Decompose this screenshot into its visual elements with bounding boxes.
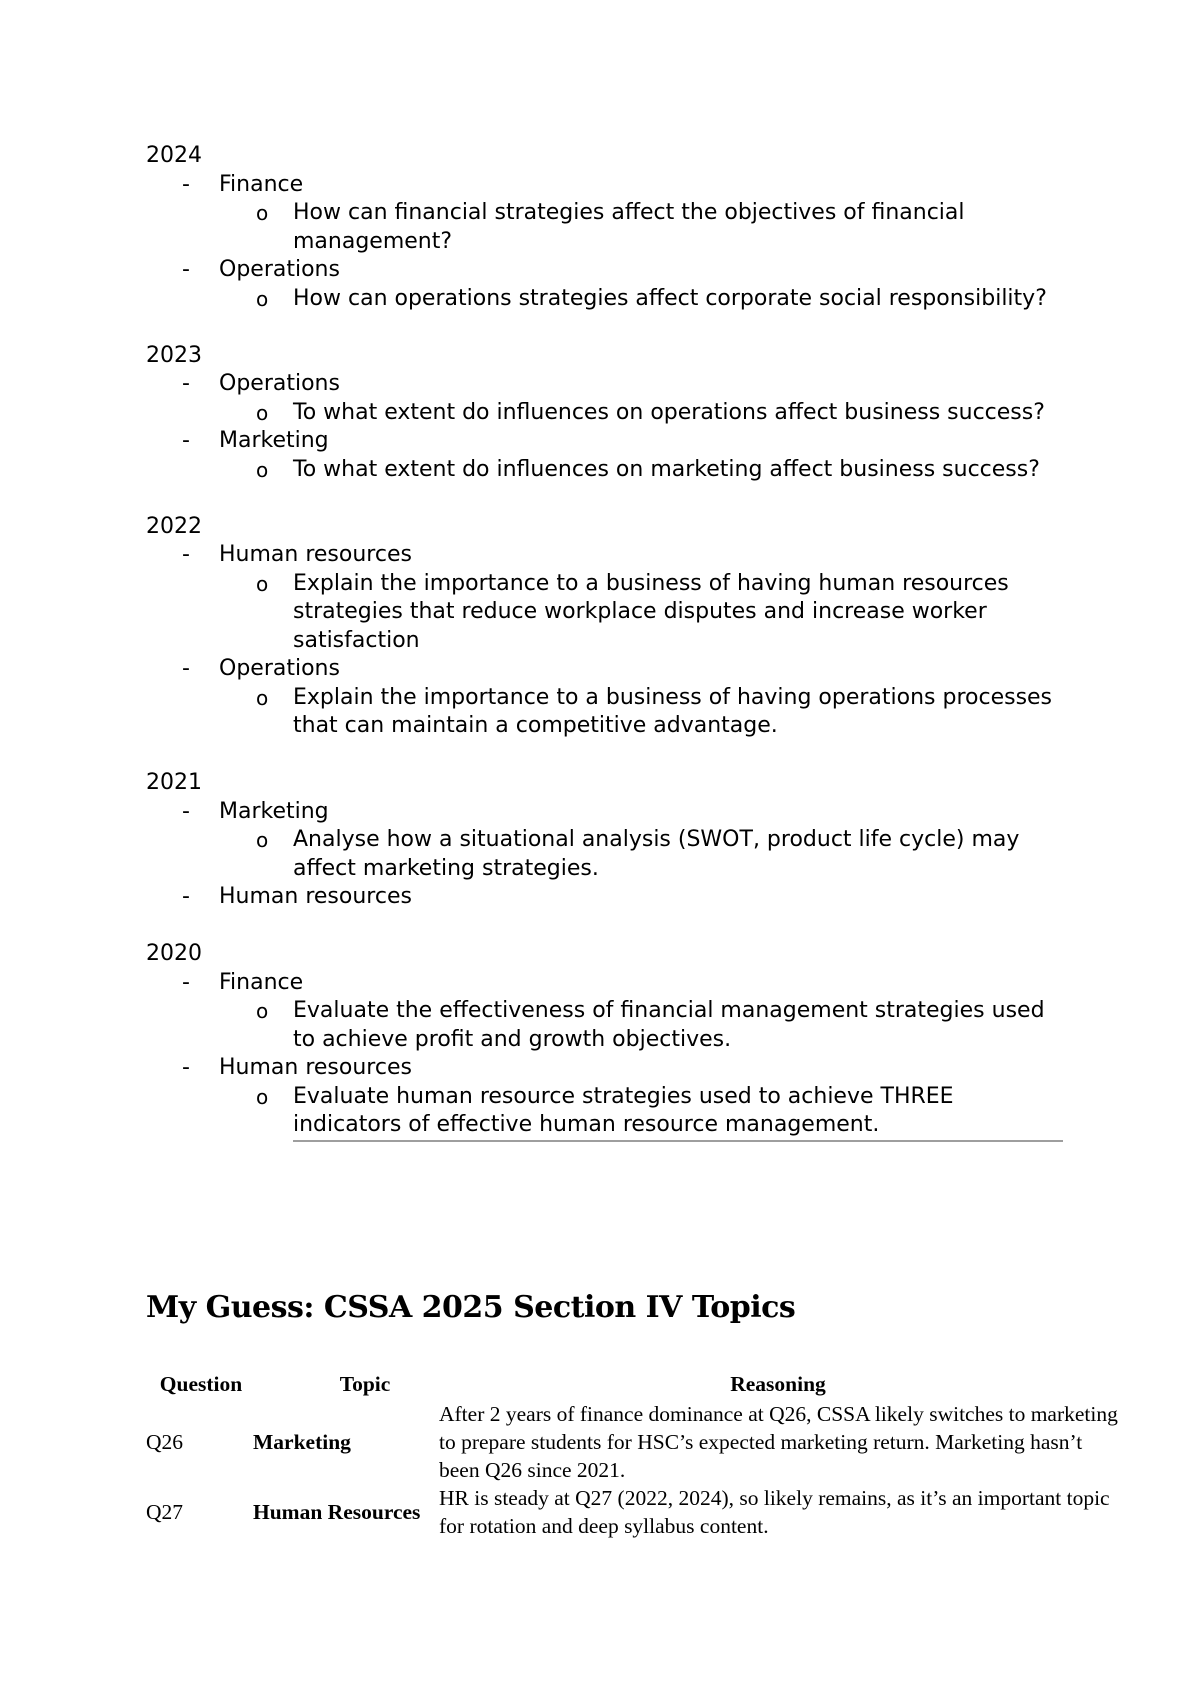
- year-block: [146, 142, 1066, 313]
- year-heading: 2022: [146, 513, 202, 539]
- year-block: [146, 342, 1066, 485]
- circle-bullet-icon: o: [256, 1084, 269, 1109]
- row-reasoning: After 2 years of finance dominance at Q26, CSSA likely switches to marketing to prepare students for HSC’s expected marketing return. Marketing hasn’t been Q26 since 2021.: [439, 1402, 1118, 1482]
- topic-name: Marketing: [219, 798, 329, 824]
- question-text: To what extent do influences on operations affect business success?: [293, 399, 1045, 425]
- circle-bullet-icon: o: [256, 828, 269, 852]
- topic-item: [146, 427, 1066, 456]
- dash-bullet: -: [182, 969, 190, 995]
- topic-item: [146, 655, 1066, 684]
- circle-bullet-icon: o: [256, 457, 269, 482]
- topic-name: Operations: [219, 257, 340, 282]
- question-text: How can operations strategies affect corporate social responsibility?: [293, 285, 1047, 311]
- question-item: [146, 399, 1066, 428]
- topic-item: [146, 1054, 1066, 1083]
- question-item: [146, 456, 1066, 485]
- row-topic: Marketing: [253, 1430, 351, 1454]
- topic-item: [146, 969, 1066, 998]
- topic-name: Operations: [219, 371, 340, 396]
- topic-name: Human resources: [219, 542, 412, 567]
- dash-bullet: -: [182, 1055, 190, 1080]
- year-block: [146, 769, 1066, 912]
- topic-name: Operations: [219, 656, 340, 681]
- circle-bullet-icon: o: [256, 400, 269, 425]
- question-text: Evaluate human resource strategies used to achieve THREE indicators of effective human resource management.: [293, 1083, 1063, 1142]
- table-row: [146, 1484, 1119, 1540]
- topic-item: [146, 256, 1066, 285]
- row-reasoning: HR is steady at Q27 (2022, 2024), so likely remains, as it’s an important topic for rotation and deep syllabus content.: [439, 1486, 1110, 1538]
- question-text: Analyse how a situational analysis (SWOT, product life cycle) may affect marketing strategies.: [293, 827, 1020, 881]
- topic-item: [146, 798, 1066, 827]
- circle-bullet-icon: o: [256, 201, 269, 225]
- circle-bullet-icon: o: [256, 571, 269, 596]
- question-item: [146, 199, 1066, 256]
- topic-item: [146, 883, 1066, 912]
- question-item: [146, 684, 1066, 741]
- year-heading: 2023: [146, 342, 202, 368]
- past-topics-list: [146, 142, 1066, 1170]
- header-question: Question: [159, 1372, 243, 1396]
- year-heading: 2020: [146, 941, 202, 966]
- table-row: [146, 1400, 1119, 1484]
- question-item: [146, 826, 1066, 883]
- guess-heading: My Guess: CSSA 2025 Section IV Topics: [146, 1290, 796, 1325]
- year-block: [146, 513, 1066, 741]
- topic-name: Marketing: [219, 428, 329, 453]
- table-header-row: [146, 1366, 1119, 1400]
- year-heading: 2024: [146, 143, 202, 168]
- dash-bullet: -: [182, 798, 190, 824]
- row-topic: Human Resources: [253, 1500, 421, 1524]
- header-topic: Topic: [339, 1372, 391, 1396]
- question-item: [146, 997, 1066, 1054]
- topic-item: [146, 541, 1066, 570]
- dash-bullet: -: [182, 428, 190, 453]
- dash-bullet: -: [182, 371, 190, 396]
- guess-table: [146, 1366, 1119, 1540]
- header-reasoning: Reasoning: [730, 1372, 826, 1396]
- year-heading: 2021: [146, 770, 202, 795]
- circle-bullet-icon: o: [256, 999, 269, 1023]
- dash-bullet: -: [182, 257, 190, 282]
- question-text: Evaluate the effectiveness of financial management strategies used to achieve profit and growth objectives.: [293, 998, 1045, 1052]
- topic-name: Human resources: [219, 884, 412, 909]
- topic-item: [146, 370, 1066, 399]
- circle-bullet-icon: o: [256, 286, 269, 311]
- question-text: How can financial strategies affect the objectives of financial management?: [293, 200, 965, 254]
- circle-bullet-icon: o: [256, 685, 269, 710]
- topic-name: Finance: [219, 171, 304, 197]
- year-block: [146, 940, 1066, 1142]
- question-item: [146, 285, 1066, 314]
- dash-bullet: -: [182, 171, 190, 197]
- question-item: [146, 570, 1066, 656]
- question-text: Explain the importance to a business of having operations processes that can maintain a competitive advantage.: [293, 684, 1053, 738]
- row-question: Q27: [146, 1500, 184, 1524]
- dash-bullet: -: [182, 884, 190, 909]
- question-text: Explain the importance to a business of having human resources strategies that reduce workplace disputes and increase worker satisfaction: [293, 570, 1009, 653]
- dash-bullet: -: [182, 542, 190, 567]
- topic-item: [146, 171, 1066, 200]
- row-question: Q26: [146, 1430, 184, 1454]
- dash-bullet: -: [182, 656, 190, 681]
- question-text: To what extent do influences on marketing affect business success?: [293, 456, 1040, 482]
- topic-name: Human resources: [219, 1055, 412, 1080]
- question-item: [146, 1083, 1066, 1142]
- topic-name: Finance: [219, 969, 304, 995]
